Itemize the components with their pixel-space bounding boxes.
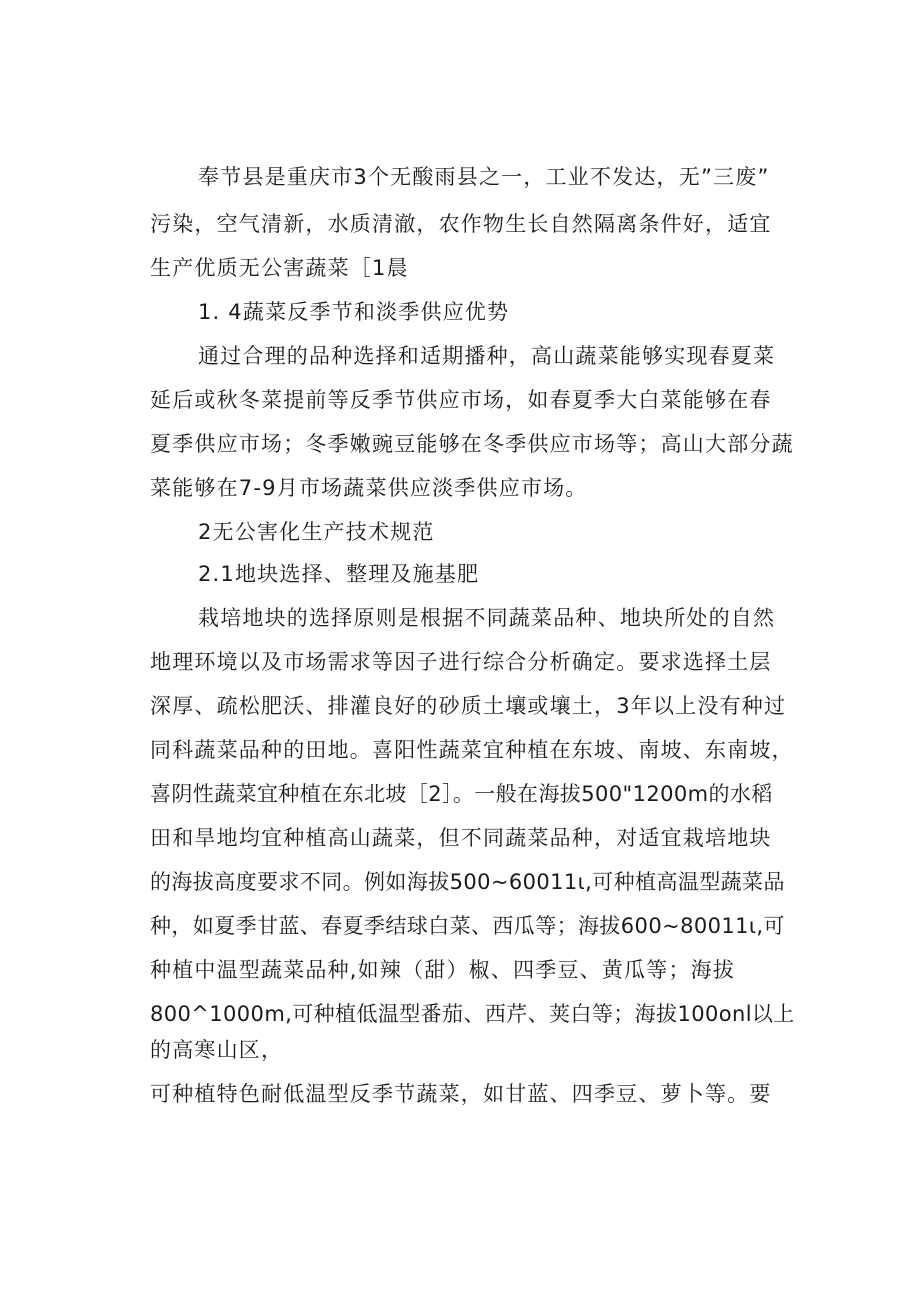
paragraph-line: 深厚、疏松肥沃、排灌良好的砂质土壤或壤土，3年以上没有种过 xyxy=(150,694,787,718)
paragraph-line: 延后或秋冬菜提前等反季节供应市场，如春夏季大白菜能够在春 xyxy=(150,388,772,412)
paragraph-line: 的高寒山区， xyxy=(150,1038,284,1062)
paragraph-line: 种植中温型蔬菜品种,如辣（甜）椒、四季豆、黄瓜等；海拔 xyxy=(150,958,736,982)
paragraph-line: 通过合理的品种选择和适期播种，高山蔬菜能够实现春夏菜 xyxy=(198,344,776,368)
paragraph-line: 夏季供应市场；冬季嫩豌豆能够在冬季供应市场等；高山大部分蔬 xyxy=(150,432,794,456)
paragraph-line: 污染，空气清新，水质清澈，农作物生长自然隔离条件好，适宜 xyxy=(150,212,772,236)
section-heading: 1. 4蔬菜反季节和淡季供应优势 xyxy=(198,300,510,324)
paragraph-line: 喜阴性蔬菜宜种植在东北坡［2］。一般在海拔500"1200m的水稻 xyxy=(150,782,773,806)
paragraph-line: 奉节县是重庆市3个无酸雨县之一，工业不发达，无”三废” xyxy=(198,165,770,189)
section-heading: 2无公害化生产技术规范 xyxy=(198,520,435,544)
paragraph-line: 地理环境以及市场需求等因子进行综合分析确定。要求选择土层 xyxy=(150,650,772,674)
paragraph-line: 栽培地块的选择原则是根据不同蔬菜品种、地块所处的自然 xyxy=(198,606,776,630)
paragraph-line: 的海拔高度要求不同。例如海拔500~60011ι,可种植高温型蔬菜品 xyxy=(150,870,785,894)
paragraph-line: 种，如夏季甘蓝、春夏季结球白菜、西瓜等；海拔600~80011ι,可 xyxy=(150,914,785,938)
paragraph-line: 同科蔬菜品种的田地。喜阳性蔬菜宜种植在东坡、南坡、东南坡， xyxy=(150,738,794,762)
paragraph-line: 可种植特色耐低温型反季节蔬菜，如甘蓝、四季豆、萝卜等。要 xyxy=(150,1082,772,1106)
paragraph-line: 800^1000m,可种植低温型番茄、西芹、荚白等；海拔100onl以上 xyxy=(150,1002,795,1026)
subsection-heading: 2.1地块选择、整理及施基肥 xyxy=(198,562,480,586)
paragraph-line: 菜能够在7-9月市场蔬菜供应淡季供应市场。 xyxy=(150,476,588,500)
paragraph-line: 生产优质无公害蔬菜［1晨 xyxy=(150,256,409,280)
paragraph-line: 田和旱地均宜种植高山蔬菜，但不同蔬菜品种，对适宜栽培地块 xyxy=(150,826,772,850)
